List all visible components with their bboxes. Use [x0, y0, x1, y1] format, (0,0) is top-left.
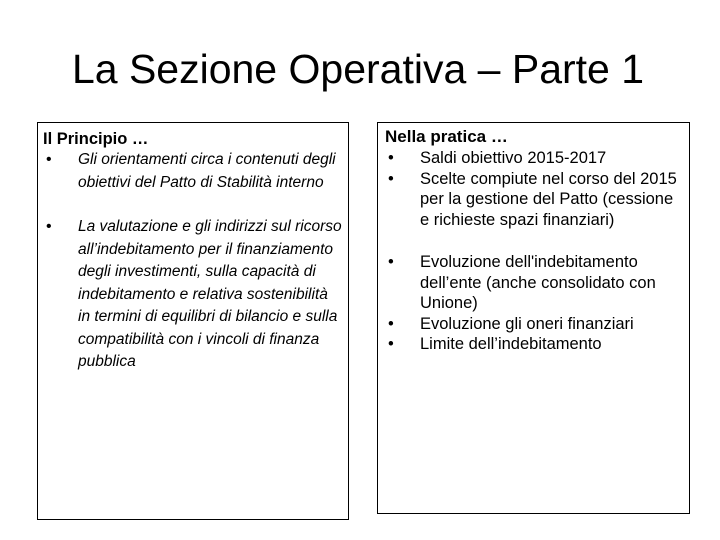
practice-heading: Nella pratica …: [385, 127, 508, 146]
list-item-text: Evoluzione dell'indebitamento dell’ente (anche consolidato con Unione): [420, 253, 656, 312]
list-item-text: Scelte compiute nel corso del 2015 per la gestione del Patto (cessione e richieste spazi finanziari): [420, 169, 677, 229]
list-item-text: Evoluzione gli oneri finanziari: [420, 314, 634, 333]
bullet-icon: •: [388, 169, 394, 188]
principle-heading: Il Principio …: [43, 130, 149, 148]
principle-list: [43, 149, 342, 374]
list-item: [385, 314, 683, 335]
practice-box: [377, 122, 690, 514]
bullet-icon: •: [46, 218, 52, 235]
list-item: [385, 252, 683, 314]
list-item-text: Limite dell’indebitamento: [420, 335, 602, 353]
practice-list: [385, 148, 683, 355]
principle-box: [37, 122, 349, 520]
bullet-icon: •: [46, 151, 52, 168]
list-item: [385, 148, 683, 169]
list-item: [43, 216, 342, 374]
list-item: [385, 169, 683, 231]
bullet-icon: •: [388, 335, 394, 353]
list-item-text: Saldi obiettivo 2015-2017: [420, 149, 607, 167]
bullet-icon: •: [388, 149, 394, 167]
slide-title: La Sezione Operativa – Parte 1: [71, 46, 645, 92]
list-item-text: La valutazione e gli indirizzi sul ricorso all’indebitamento per il finanziamento degli investimenti, sulla capacità di indebitamento e relativa sostenibilità in termini di equilibri di bilancio e sulla compatibilità con i vincoli di finanza pubblica: [78, 218, 342, 370]
list-item: [385, 334, 683, 355]
list-item-text: Gli orientamenti circa i contenuti degli obiettivi del Patto di Stabilità interno: [78, 151, 336, 191]
list-item: [43, 149, 342, 194]
bullet-icon: •: [388, 253, 394, 271]
bullet-icon: •: [388, 314, 394, 333]
